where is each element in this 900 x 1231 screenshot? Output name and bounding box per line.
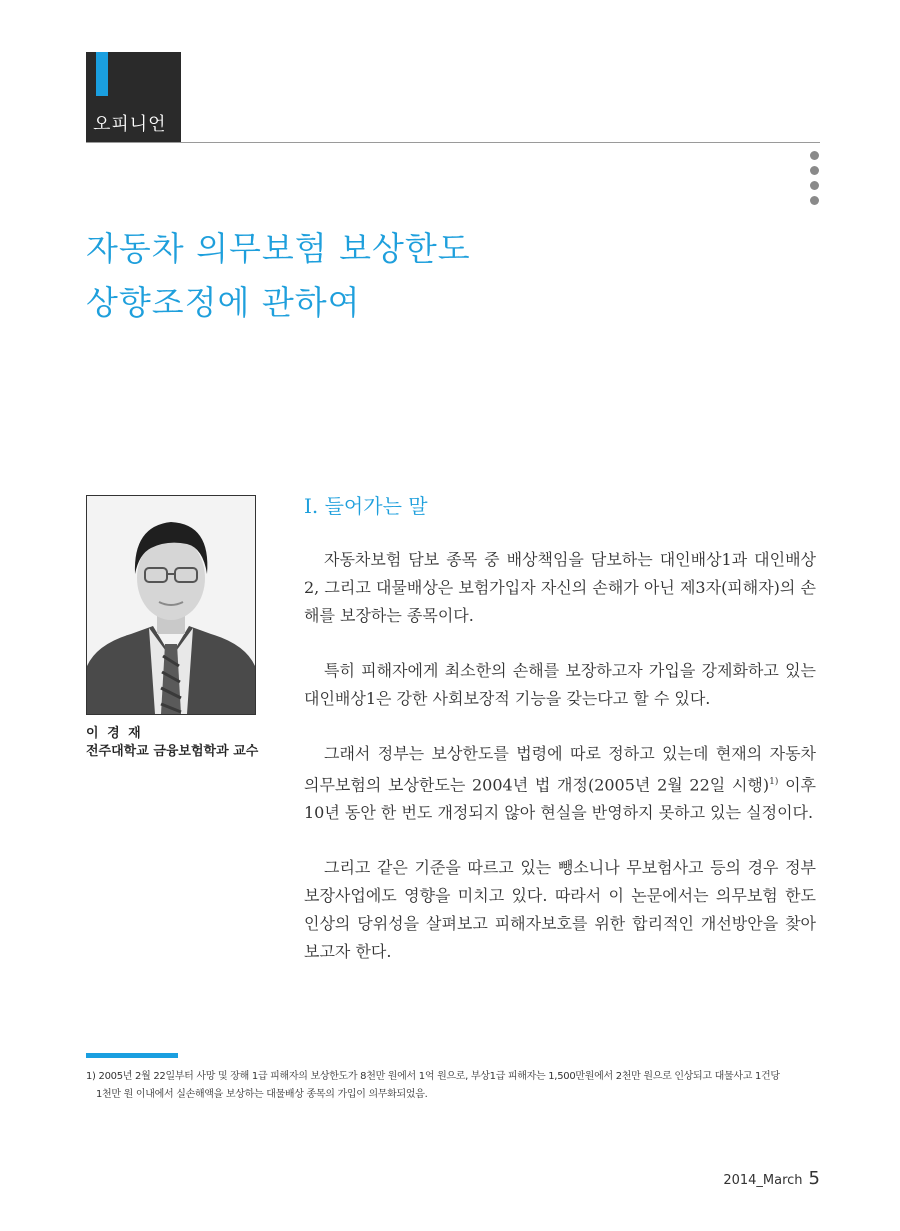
author-name: 이 경 재 [86, 726, 143, 741]
paragraph [304, 740, 816, 827]
paragraph: 자동차보험 담보 종목 중 배상책임을 담보하는 대인배상1과 대인배상2, 그리고 대물배상은 보험가입자 자신의 손해가 아닌 제3자(피해자)의 손해를 보장하는 종목이다. [304, 550, 816, 625]
section-tag-label: 오피니언 [93, 114, 167, 135]
article-title-line2: 상향조정에 관하여 [86, 283, 361, 322]
decorative-dots [810, 151, 820, 211]
author-photo [86, 495, 256, 715]
dot-icon [810, 151, 819, 160]
author-portrait-illustration [87, 496, 255, 714]
footnote-divider [86, 1053, 178, 1058]
paragraph-text: 그래서 정부는 보상한도를 법령에 따로 정하고 있는데 현재의 자동차 의무보험의 보상한도는 2004년 법 개정(2005년 2월 22일 시행) [304, 744, 816, 795]
section-heading: Ⅰ. 들어가는 말 [304, 494, 428, 518]
page-footer [723, 1168, 820, 1189]
dot-icon [810, 196, 819, 205]
paragraph-text: 이후 10년 동안 한 번도 개정되지 않아 현실을 반영하지 못하고 있는 실정이다. [304, 775, 816, 823]
footnote-line: 1천만 원 이내에서 실손해액을 보상하는 대물배상 종목의 가입이 의무화되었음. [96, 1089, 428, 1100]
header-divider [86, 142, 820, 143]
author-affiliation: 전주대학교 금융보험학과 교수 [86, 744, 259, 759]
section-tag-accent-bar [96, 52, 108, 96]
issue-label: 2014_March [723, 1173, 803, 1188]
footnote-reference[interactable]: 1) [769, 777, 779, 787]
article-title [86, 222, 471, 330]
page-number: 5 [808, 1168, 820, 1189]
paragraph: 특히 피해자에게 최소한의 손해를 보장하고자 가입을 강제화하고 있는 대인배상1은 강한 사회보장적 기능을 갖는다고 할 수 있다. [304, 661, 816, 708]
footnote-line: 1) 2005년 2월 22일부터 사망 및 장해 1급 피해자의 보상한도가 8천만 원에서 1억 원으로, 부상1급 피해자는 1,500만원에서 2천만 원으로 인상되고 대물사고 1건당 [86, 1071, 780, 1082]
article-title-line1: 자동차 의무보험 보상한도 [86, 229, 471, 268]
paragraph: 그리고 같은 기준을 따르고 있는 뺑소니나 무보험사고 등의 경우 정부보장사업에도 영향을 미치고 있다. 따라서 이 논문에서는 의무보험 한도 인상의 당위성을 살펴보고 피해자보호를 위한 합리적인 개선방안을 찾아보고자 한다. [304, 858, 816, 962]
footnote [86, 1068, 820, 1104]
dot-icon [810, 181, 819, 190]
dot-icon [810, 166, 819, 175]
article-body [304, 546, 816, 993]
